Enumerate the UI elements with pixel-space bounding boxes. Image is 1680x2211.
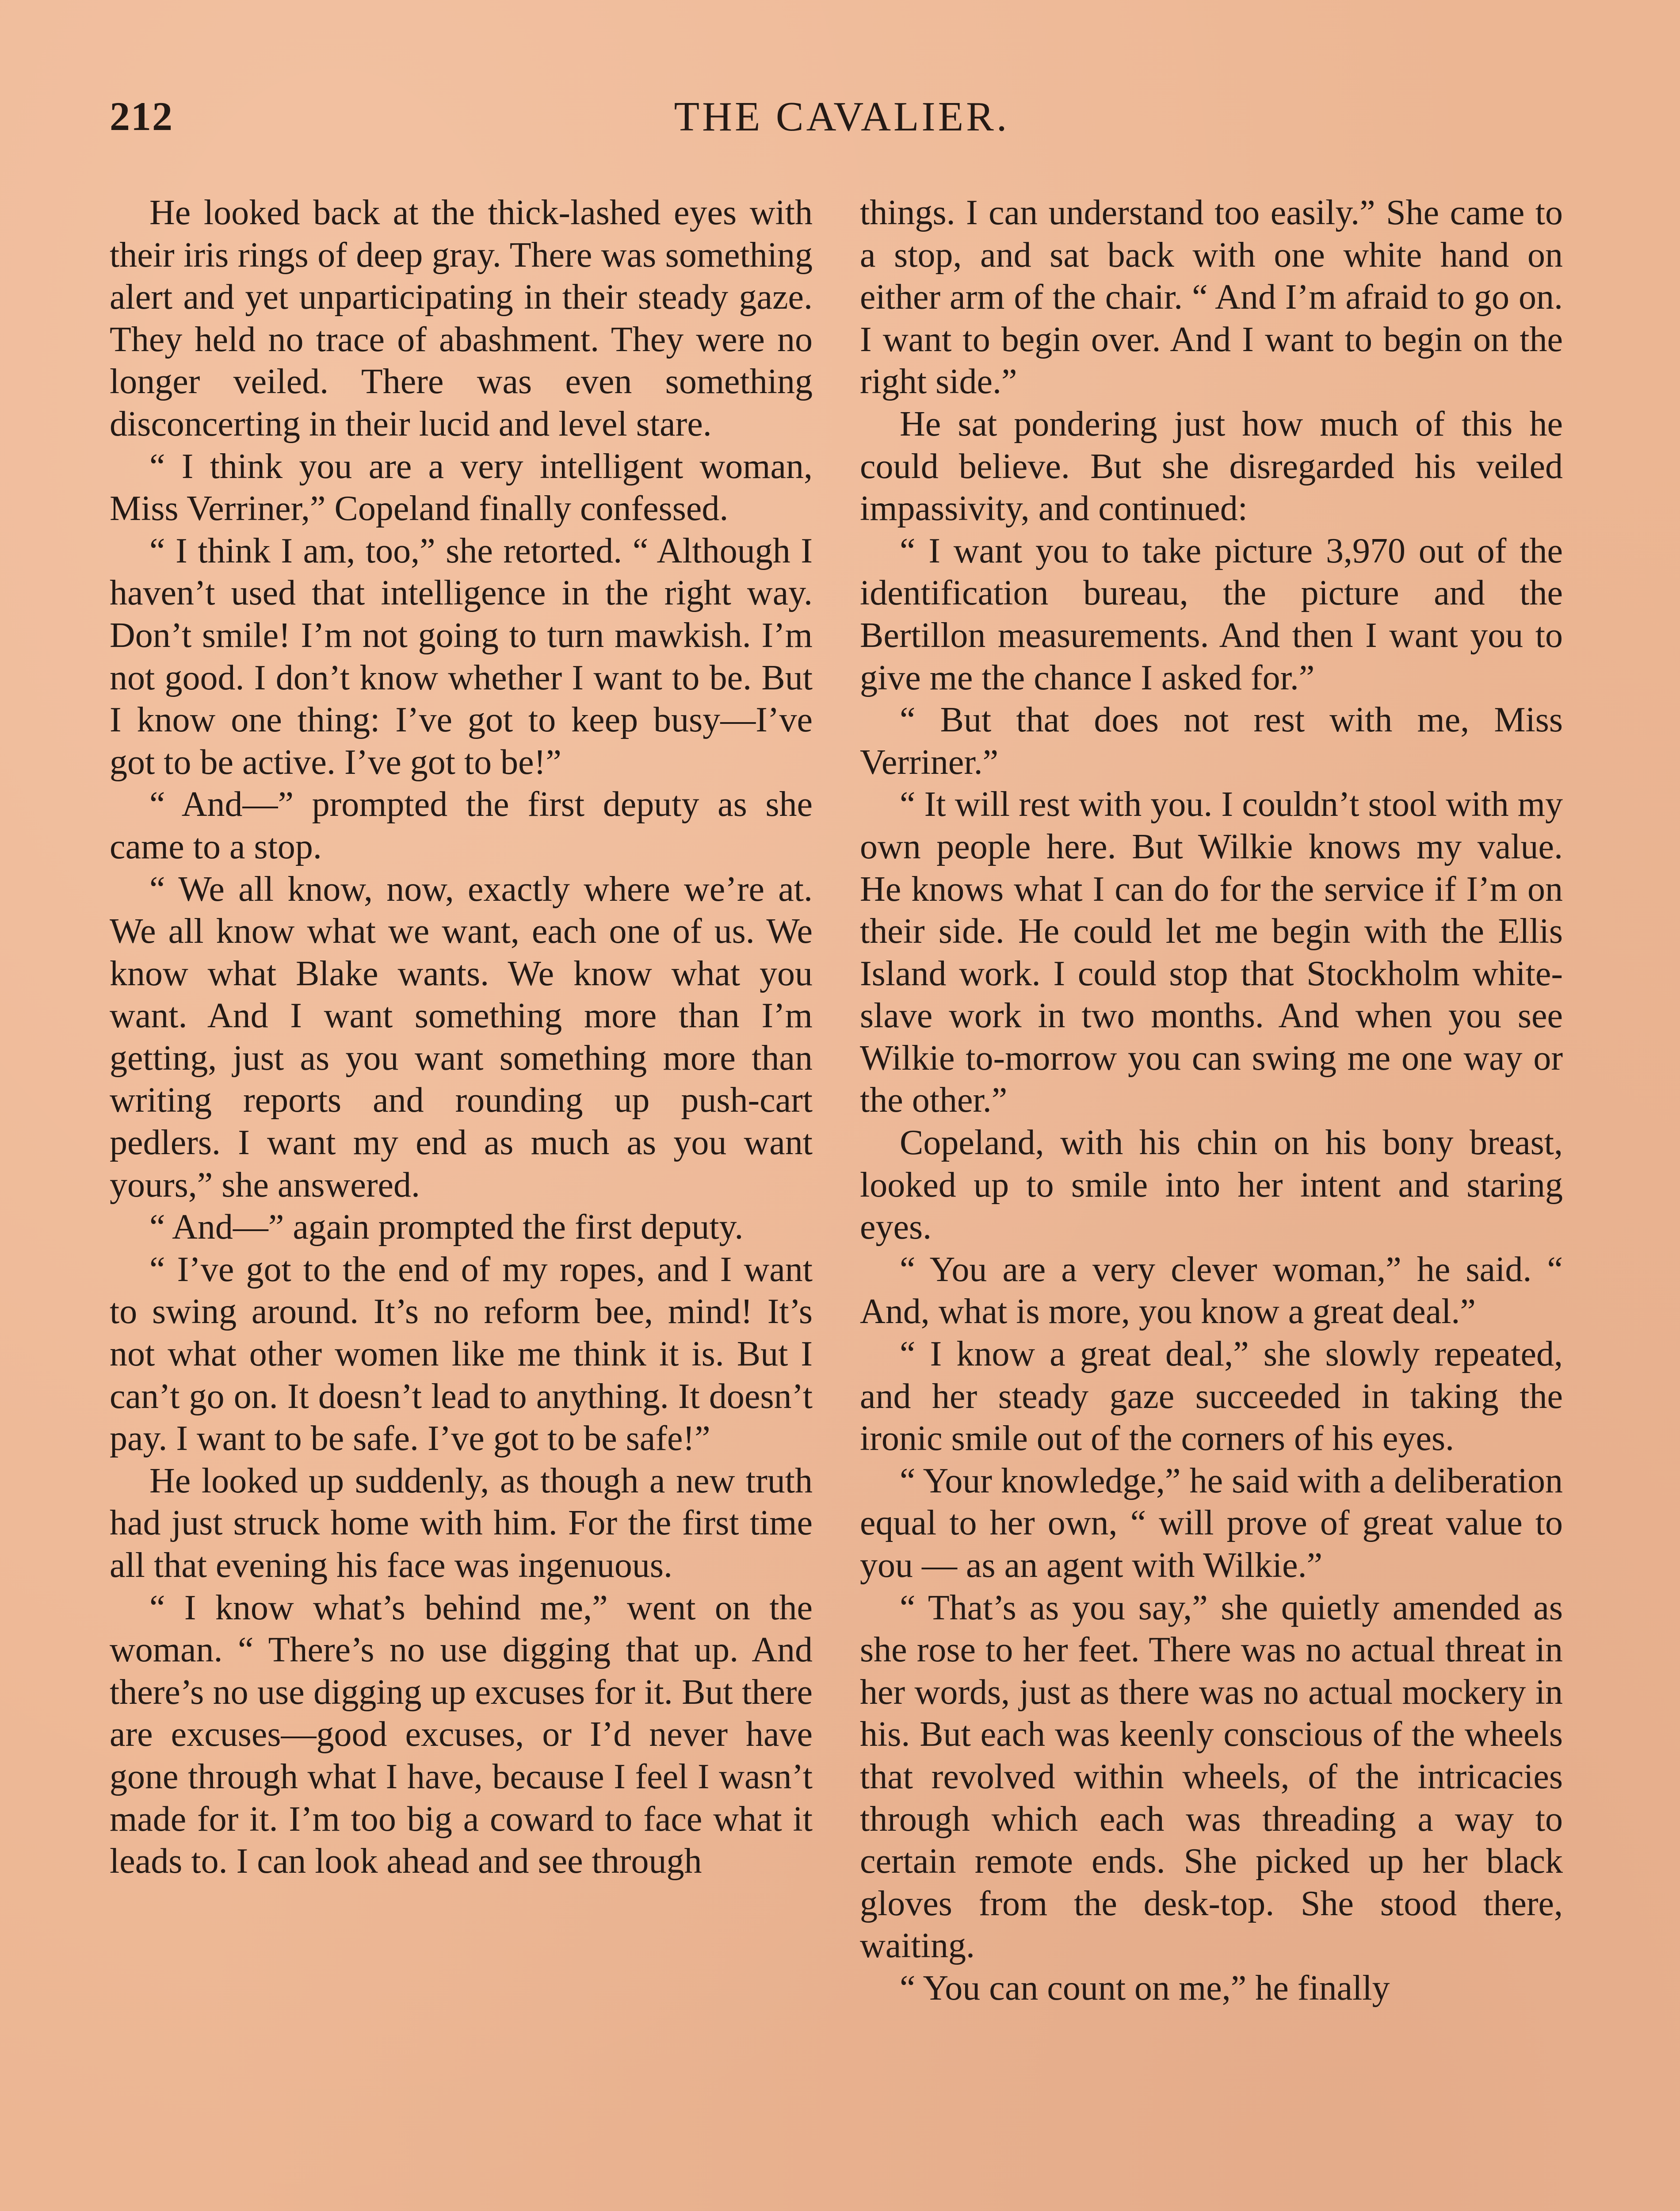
paragraph: He looked back at the thick-lashed eyes with their iris rings of deep gray. There was something alert and yet unparticipating in their steady gaze. They held no trace of abashment. They were no longer veiled. There was even something disconcerting in their lucid and level stare. bbox=[110, 193, 813, 444]
page-header bbox=[110, 93, 1574, 159]
paragraph: “ That’s as you say,” she quietly amended as she rose to her feet. There was no actual threat in her words, just as there was no actual mockery in his. But each was keenly conscious of the wheels that revolved within wheels, of the intricacies through which each was threading a way to certain remote ends. She picked up her black gloves from the desk-top. She stood there, waiting. bbox=[860, 1588, 1563, 1966]
running-head: THE CAVALIER. bbox=[674, 94, 1010, 140]
paragraph: “ I know a great deal,” she slowly repeated, and her steady gaze succeeded in taking the ironic smile out of the corners of his eyes. bbox=[860, 1335, 1563, 1458]
paragraph: “ You are a very clever woman,” he said. “ And, what is more, you know a great deal.” bbox=[860, 1250, 1563, 1331]
paragraph: “ And—” prompted the first deputy as she came to a stop. bbox=[110, 785, 813, 866]
paragraph: “ We all know, now, exactly where we’re at. We all know what we want, each one of us. We know what Blake wants. We know what you want. And I want something more than I’m getting, just as you want something more than writing reports and rounding up push-cart pedlers. I want my end as much as you want yours,” she answered. bbox=[110, 869, 813, 1205]
paragraph-continued: things. I can understand too easily.” She came to a stop, and sat back with one white hand on either arm of the chair. “ And I’m afraid to go on. I want to begin over. And I want to begin on the right side.” bbox=[860, 193, 1563, 402]
right-column bbox=[860, 192, 1563, 2010]
paragraph: “ I’ve got to the end of my ropes, and I want to swing around. It’s no reform bee, mind! It’s not what other women like me think it is. But I can’t go on. It doesn’t lead to anything. It doesn’t pay. I want to be safe. I’ve got to be safe!” bbox=[110, 1250, 813, 1458]
left-column bbox=[110, 192, 813, 1883]
paragraph: He sat pondering just how much of this he could believe. But she disregarded his veiled impassivity, and continued: bbox=[860, 404, 1563, 528]
paragraph: “ I think I am, too,” she retorted. “ Although I haven’t used that intelligence in the right way. Don’t smile! I’m not going to turn mawkish. I’m not good. I don’t know whether I want to be. But I know one thing: I’ve got to keep busy—I’ve got to be active. I’ve got to be!” bbox=[110, 531, 813, 782]
paragraph: “ I think you are a very intelligent woman, Miss Verriner,” Copeland finally confessed. bbox=[110, 447, 813, 528]
page-number: 212 bbox=[110, 94, 173, 139]
paragraph: “ I know what’s behind me,” went on the woman. “ There’s no use digging that up. And there’s no use digging up excuses for it. But there are excuses—good excuses, or I’d never have gone through what I have, because I feel I wasn’t made for it. I’m too big a coward to face what it leads to. I can look ahead and see through bbox=[110, 1588, 813, 1881]
paragraph: “ And—” again prompted the first deputy. bbox=[149, 1208, 744, 1247]
paragraph: Copeland, with his chin on his bony breast, looked up to smile into her intent and staring eyes. bbox=[860, 1123, 1563, 1247]
paragraph: “ It will rest with you. I couldn’t stool with my own people here. But Wilkie knows my value. He knows what I can do for the service if I’m on their side. He could let me begin with the Ellis Island work. I could stop that Stockholm white-slave work in two months. And when you see Wilkie to-morrow you can swing me one way or the other.” bbox=[860, 785, 1563, 1120]
paragraph: “ You can count on me,” he finally bbox=[900, 1968, 1390, 2008]
paragraph: “ But that does not rest with me, Miss Verriner.” bbox=[860, 700, 1563, 782]
paragraph: “ Your knowledge,” he said with a deliberation equal to her own, “ will prove of great value to you — as an agent with Wilkie.” bbox=[860, 1461, 1563, 1585]
paragraph: He looked up suddenly, as though a new truth had just struck home with him. For the first time all that evening his face was ingenuous. bbox=[110, 1461, 813, 1585]
paragraph: “ I want you to take picture 3,970 out of the identification bureau, the picture and the Bertillon measurements. And then I want you to give me the chance I asked for.” bbox=[860, 531, 1563, 697]
